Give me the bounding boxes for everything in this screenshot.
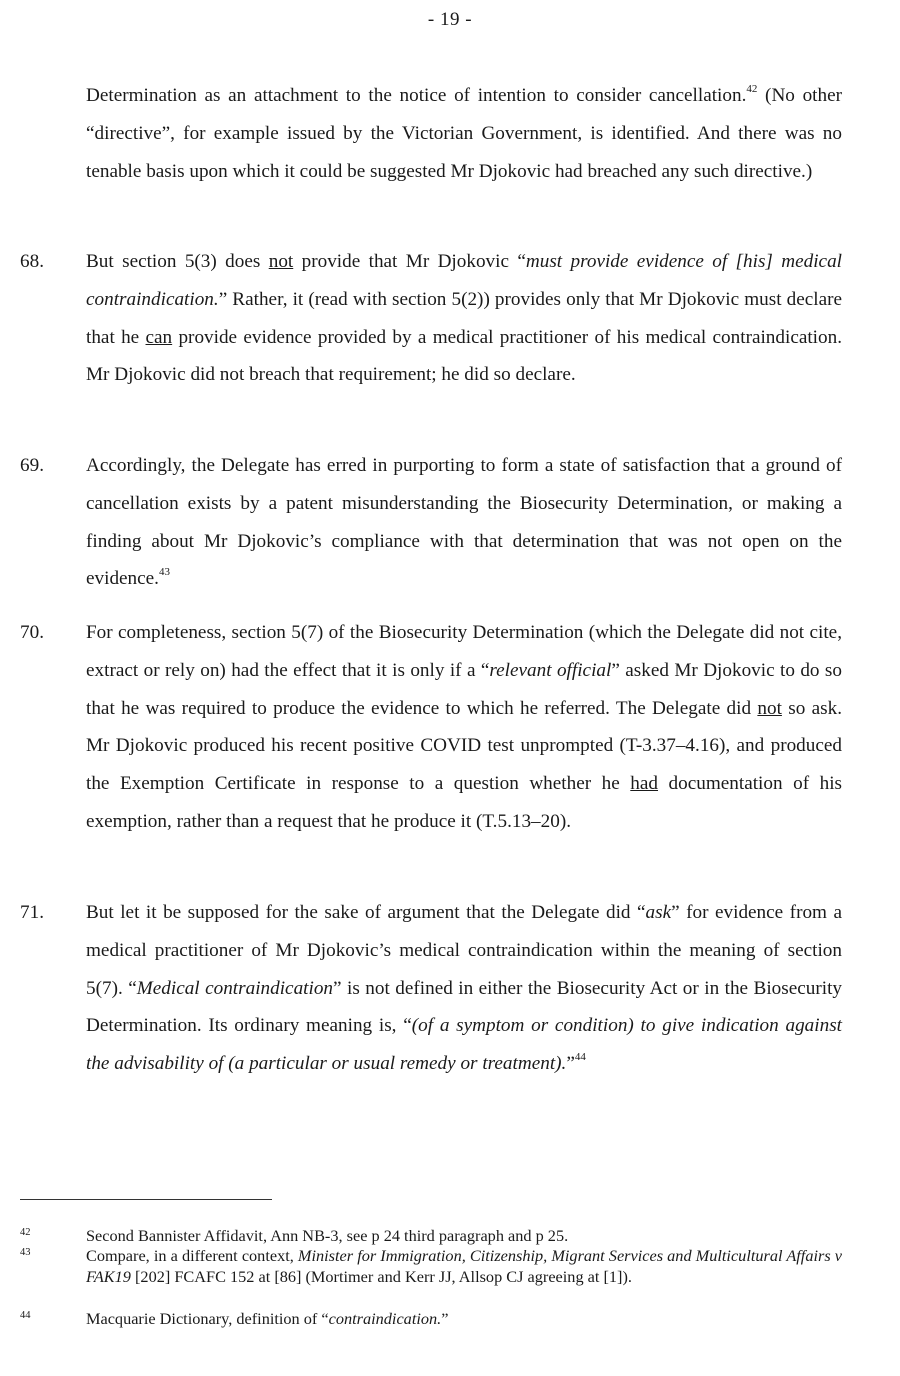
- paragraph-body: [86, 894, 842, 1083]
- paragraph-body: [86, 243, 842, 394]
- underlined-text: had: [630, 773, 659, 795]
- paragraph-69: [20, 447, 842, 598]
- paragraph-number: 70.: [20, 622, 44, 643]
- italic-text: ask: [645, 902, 672, 923]
- text-run: But section 5(3) does: [86, 251, 269, 272]
- paragraph-body: [86, 614, 842, 841]
- footnote-number: 43: [20, 1247, 31, 1258]
- text-run: Macquarie Dictionary, definition of “: [86, 1309, 329, 1328]
- text-run: ” is not defined in either the Biosecurity Act or in the Biosecurity Determination. Its ordinary meaning is, “: [86, 977, 843, 1037]
- underlined-text: can: [145, 326, 173, 348]
- underlined-text: not: [268, 251, 294, 272]
- footnote-text: [86, 1226, 842, 1247]
- paragraph-number: 68.: [20, 251, 44, 272]
- text-run: ”: [441, 1309, 449, 1328]
- footnote-text: [86, 1246, 842, 1287]
- text-run: documentation of his exemption, rather than a request that he produce it (T.5.13–20).: [86, 773, 842, 832]
- paragraph-71: [20, 894, 842, 1083]
- footnote-43: [20, 1246, 842, 1287]
- page-number: - 19 -: [427, 9, 473, 30]
- italic-text: contraindication.: [328, 1309, 442, 1328]
- text-run: Second Bannister Affidavit, Ann NB-3, see p 24 third paragraph and p 25.: [86, 1226, 569, 1245]
- text-run: provide evidence provided by a medical practitioner of his medical contraindication. Mr Djokovic did not breach that requirement; he did so declare.: [86, 326, 843, 386]
- footnote-number: 42: [20, 1227, 31, 1238]
- paragraph-body: [86, 447, 842, 598]
- paragraph-70: [20, 614, 842, 841]
- text-run: For completeness, section 5(7) of the Biosecurity Determination (which the Delegate did not cite, extract or rely on) had the effect that it is only if a “: [86, 622, 842, 681]
- text-run: But let it be supposed for the sake of argument that the Delegate did “: [86, 902, 646, 923]
- paragraph-number: 69.: [20, 455, 44, 476]
- text-run: ” for evidence from a medical practitioner of Mr Djokovic’s medical contraindication within the meaning of section 5(7). “: [86, 902, 842, 999]
- text-run: (No other “directive”, for example issued by the Victorian Government, is identified. And there was no tenable basis upon which it could be suggested Mr Djokovic had breached any such directive.): [86, 85, 842, 182]
- italic-text: Minister for Immigration, Citizenship, Migrant Services and Multicultural Affairs v FAK19: [86, 1246, 842, 1286]
- text-run: ”: [566, 1053, 575, 1075]
- footnote-number: 44: [20, 1310, 31, 1321]
- text-run: [202] FCAFC 152 at [86] (Mortimer and Kerr JJ, Allsop CJ agreeing at [1]).: [130, 1266, 632, 1286]
- footnote-44: [20, 1309, 842, 1330]
- italic-text: relevant official: [489, 659, 612, 681]
- italic-text: must provide evidence of [his] medical contraindication.: [86, 251, 842, 310]
- footnote-text: [86, 1309, 842, 1330]
- text-run: Accordingly, the Delegate has erred in purporting to form a state of satisfaction that a ground of cancellation exists by a patent misunderstanding the Biosecurity Determination, or making a finding about Mr Djokovic’s compliance with that determination that was not open on the evidence.: [86, 455, 842, 590]
- footnote-reference[interactable]: 43: [158, 566, 170, 579]
- italic-text: Medical contraindication: [136, 977, 334, 999]
- footnote-42: [20, 1226, 842, 1247]
- paragraph-continuation: [20, 77, 842, 190]
- paragraph-68: [20, 243, 842, 394]
- text-run: Compare, in a different context,: [86, 1246, 298, 1265]
- text-run: provide that Mr Djokovic “: [293, 251, 526, 272]
- italic-text: (of a symptom or condition) to give indication against the advisability of (a particular or usual remedy or treatment).: [86, 1015, 842, 1075]
- footnote-reference[interactable]: 42: [746, 83, 758, 95]
- text-run: ” asked Mr Djokovic to do so that he was required to produce the evidence to which he referred. The Delegate did: [86, 659, 842, 719]
- paragraph-body: [86, 77, 842, 190]
- footnote-separator: [20, 1199, 272, 1200]
- paragraph-number: 71.: [20, 902, 44, 923]
- text-run: so ask. Mr Djokovic produced his recent positive COVID test unprompted (T-3.37–4.16), and produced the Exemption Certificate in response to a question whether he: [86, 697, 842, 795]
- footnote-reference[interactable]: 44: [574, 1051, 586, 1064]
- text-run: ” Rather, it (read with section 5(2)) provides only that Mr Djokovic must declare that he: [86, 288, 842, 348]
- text-run: Determination as an attachment to the notice of intention to consider cancellation.: [86, 85, 747, 106]
- underlined-text: not: [757, 697, 782, 719]
